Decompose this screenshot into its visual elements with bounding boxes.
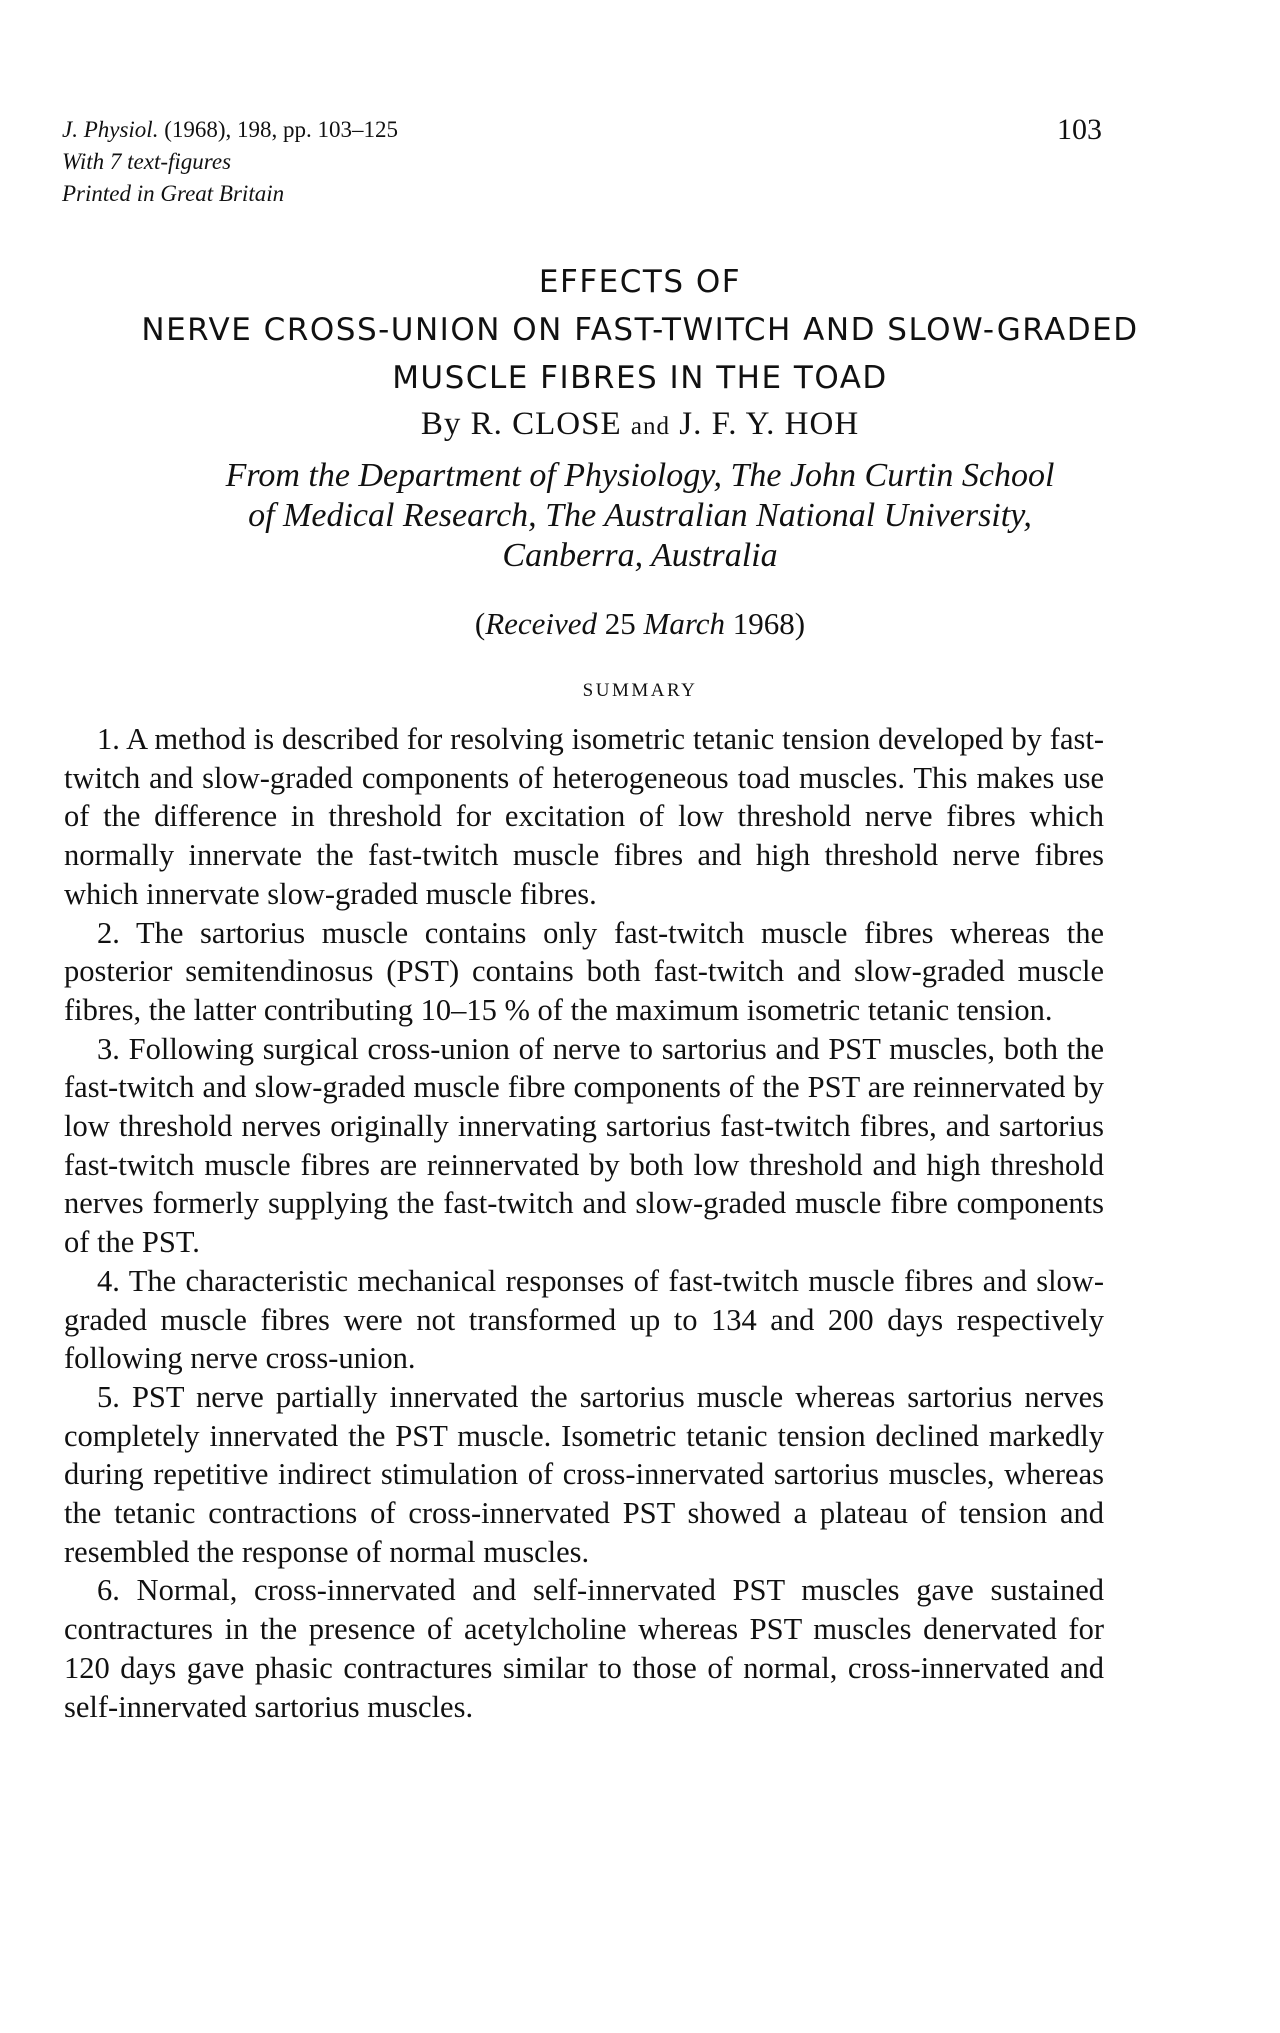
summary-body (64, 720, 1104, 1726)
title-line-1: EFFECTS OF (538, 264, 742, 300)
author-close: R. CLOSE (470, 406, 622, 442)
received-day: 25 (604, 606, 636, 641)
figures-note: With 7 text-figures (62, 149, 232, 174)
summary-heading: SUMMARY (582, 680, 698, 701)
affiliation-line-3: Canberra, Australia (502, 537, 778, 574)
citation-details: (1968), 198, pp. 103–125 (164, 117, 399, 142)
article-title (0, 258, 1280, 402)
summary-paragraph-3: 3. Following surgical cross-union of nerve to sartorius and PST muscles, both the fast-twitch and slow-graded muscle fibre components of the PST are reinnervated by low threshold nerves originally innervating sartorius fast-twitch fibres, and sartorius fast-twitch muscle fibres are reinnervated by both low threshold and high threshold nerves formerly supplying the fast-twitch and slow-graded muscle fibre components of the PST. (64, 1031, 1104, 1260)
summary-paragraph-1: 1. A method is described for resolving isometric tetanic tension developed by fast-twitch and slow-graded components of heterogeneous toad muscles. This makes use of the difference in threshold for excitation of low threshold nerve fibres which normally innervate the fast-twitch muscle fibres and high threshold nerve fibres which innervate slow-graded muscle fibres. (64, 722, 1104, 911)
by-word: By (420, 406, 462, 442)
journal-name: J. Physiol. (62, 117, 159, 142)
printed-note: Printed in Great Britain (62, 181, 285, 206)
received-label: Received (485, 606, 598, 641)
received-date: (Received 25 March 1968) (474, 606, 806, 641)
title-line-3: MUSCLE FIBRES IN THE TOAD (392, 360, 888, 396)
summary-paragraph-6: 6. Normal, cross-innervated and self-innervated PST muscles gave sustained contractures in the presence of acetylcholine whereas PST muscles denervated for 120 days gave phasic contractures similar to those of normal, cross-innervated and self-innervated sartorius muscles. (64, 1573, 1104, 1724)
and-word: and (630, 413, 670, 440)
author-line (0, 406, 1280, 443)
author-hoh: J. F. Y. HOH (679, 406, 860, 442)
journal-header (62, 114, 1102, 210)
page-number: 103 (1057, 113, 1102, 146)
summary-paragraph-5: 5. PST nerve partially innervated the sartorius muscle whereas sartorius nerves completely innervated the PST muscle. Isometric tetanic tension declined markedly during repetitive indirect stimulation of cross-innervated sartorius muscles, whereas the tetanic contractions of cross-innervated PST showed a plateau of tension and resembled the response of normal muscles. (64, 1379, 1104, 1569)
citation-line (62, 114, 1102, 146)
summary-paragraph-4: 4. The characteristic mechanical responses of fast-twitch muscle fibres and slow-graded muscle fibres were not transformed up to 134 and 200 days respectively following nerve cross-union. (64, 1263, 1104, 1376)
affiliation-line-1: From the Department of Physiology, The John Curtin School (225, 457, 1055, 494)
received-year: 1968 (732, 606, 795, 641)
received-month: March (643, 606, 726, 641)
summary-paragraph-2: 2. The sartorius muscle contains only fast-twitch muscle fibres whereas the posterior semitendinosus (PST) contains both fast-twitch and slow-graded muscle fibres, the latter contributing 10–15 % of the maximum isometric tetanic tension. (64, 915, 1104, 1027)
affiliation (0, 456, 1280, 576)
title-line-2: NERVE CROSS-UNION ON FAST-TWITCH AND SLOW-GRADED (141, 312, 1139, 348)
affiliation-line-2: of Medical Research, The Australian National University, (248, 497, 1032, 534)
